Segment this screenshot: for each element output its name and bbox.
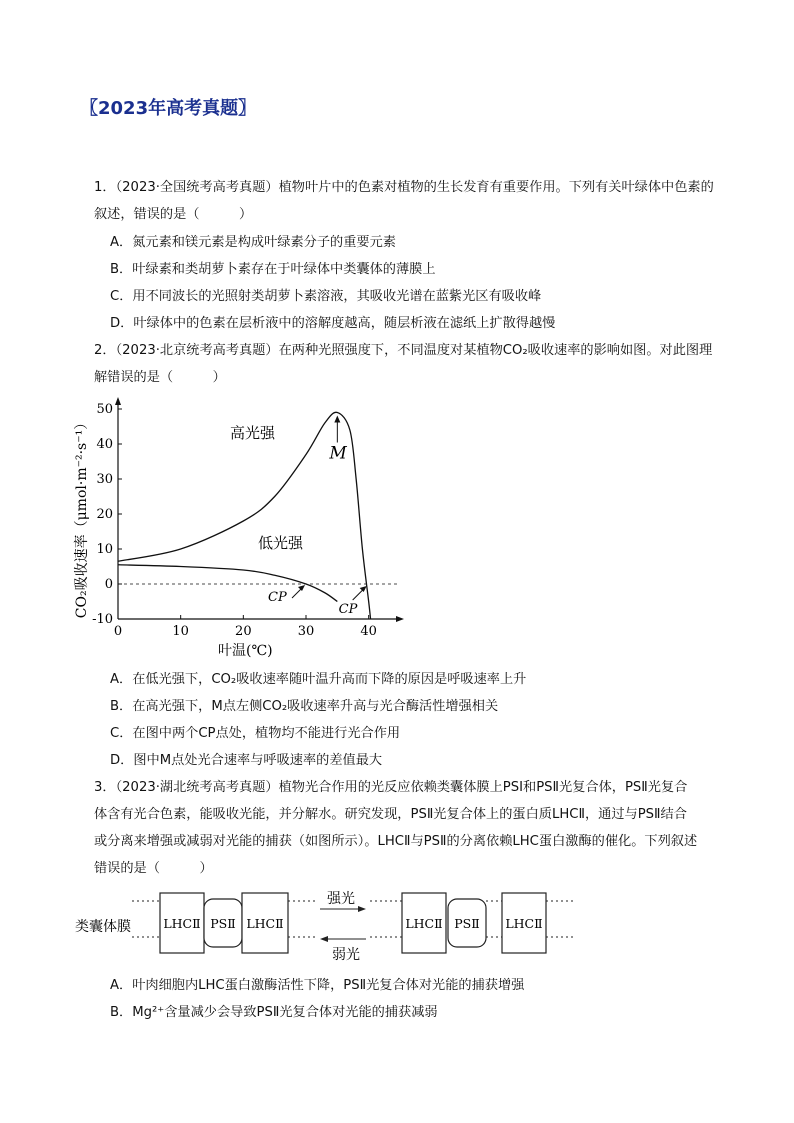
x-tick-label: 40 bbox=[360, 624, 377, 639]
x-tick-label: 0 bbox=[113, 624, 123, 639]
q3-stem-line-1: 3．（2023·湖北统考高考真题）植物光合作用的光反应依赖类囊体膜上PSⅠ和PSⅡ光复合体，PSⅡ光复合 bbox=[94, 780, 688, 795]
lhc-label: LHCⅡ bbox=[405, 916, 443, 931]
y-tick-label: 10 bbox=[96, 542, 113, 557]
cp-arrow-icon bbox=[298, 585, 305, 591]
q2-stem-line-1: 2．（2023·北京统考高考真题）在两种光照强度下，不同温度对某植物CO₂吸收速率的影响如图。对此图理 bbox=[94, 343, 713, 358]
lhc-label: LHCⅡ bbox=[505, 916, 543, 931]
q3-stem-line-3: 或分离来增强或减弱对光能的捕获（如图所示）。LHCⅡ与PSⅡ的分离依赖LHC蛋白激酶的催化。下列叙述 bbox=[94, 834, 698, 849]
lhc-label: LHCⅡ bbox=[163, 916, 201, 931]
chart-x-label: 叶温(℃) bbox=[218, 643, 273, 659]
strong-light-label: 强光 bbox=[327, 891, 355, 907]
cp-label: CP bbox=[268, 590, 287, 605]
chart-annotations bbox=[268, 416, 367, 618]
y-tick-label: -10 bbox=[92, 612, 113, 627]
q3-option-a[interactable]: A．叶肉细胞内LHC蛋白激酶活性下降，PSⅡ光复合体对光能的捕获增强 bbox=[110, 978, 525, 993]
q3-option-b[interactable]: B．Mg²⁺含量减少会导致PSⅡ光复合体对光能的捕获减弱 bbox=[110, 1005, 438, 1020]
y-axis-arrow-icon bbox=[115, 397, 121, 405]
x-axis-arrow-icon bbox=[396, 616, 404, 622]
y-tick-label: 40 bbox=[96, 437, 113, 452]
ps-label: PSⅡ bbox=[210, 916, 236, 931]
y-tick-label: 20 bbox=[96, 507, 113, 522]
x-tick-label: 30 bbox=[297, 624, 315, 639]
q2-option-a[interactable]: A．在低光强下，CO₂吸收速率随叶温升高而下降的原因是呼吸速率上升 bbox=[110, 672, 527, 687]
q1-stem-line-1: 1．（2023·全国统考高考真题）植物叶片中的色素对植物的生长发育有重要作用。下列有关叶绿体中色素的 bbox=[94, 180, 714, 195]
lhc-ps-diagram bbox=[70, 885, 590, 965]
y-tick-label: 0 bbox=[104, 577, 113, 592]
cp-label: CP bbox=[338, 602, 358, 617]
x-tick-label: 20 bbox=[235, 624, 252, 639]
weak-light-label: 弱光 bbox=[332, 947, 360, 963]
m-label: M bbox=[329, 443, 347, 464]
q2-stem-line-2: 解错误的是（ ） bbox=[94, 370, 226, 385]
co2-absorption-chart bbox=[60, 395, 420, 665]
q3-stem-line-4: 错误的是（ ） bbox=[94, 861, 213, 876]
q3-stem-line-2: 体含有光合色素，能吸收光能，并分解水。研究发现，PSⅡ光复合体上的蛋白质LHCⅡ，通过与PSⅡ结合 bbox=[94, 807, 687, 822]
q2-option-d[interactable]: D．图中M点处光合速率与呼吸速率的差值最大 bbox=[110, 753, 383, 768]
q1-option-d[interactable]: D．叶绿体中的色素在层析液中的溶解度越高，随层析液在滤纸上扩散得越慢 bbox=[110, 316, 556, 331]
membrane-label: 类囊体膜 bbox=[75, 919, 131, 935]
cp-arrow-icon bbox=[360, 586, 367, 592]
lhc-label: LHCⅡ bbox=[246, 916, 284, 931]
q1-option-c[interactable]: C．用不同波长的光照射类胡萝卜素溶液，其吸收光谱在蓝紫光区有吸收峰 bbox=[110, 289, 542, 304]
series-label-low-light: 低光强 bbox=[258, 534, 304, 552]
low-light-curve bbox=[118, 565, 337, 602]
series-label-high-light: 高光强 bbox=[230, 424, 276, 442]
question-3-stem bbox=[94, 774, 734, 882]
y-tick-label: 30 bbox=[96, 472, 113, 487]
chart-y-label: CO₂吸收速率（μmol·m⁻²·s⁻¹） bbox=[74, 415, 90, 619]
q1-option-b[interactable]: B．叶绿素和类胡萝卜素存在于叶绿体中类囊体的薄膜上 bbox=[110, 262, 436, 277]
q1-stem-line-2: 叙述，错误的是（ ） bbox=[94, 207, 253, 222]
question-2-stem bbox=[94, 337, 734, 391]
q2-option-c[interactable]: C．在图中两个CP点处，植物均不能进行光合作用 bbox=[110, 726, 401, 741]
q1-option-a[interactable]: A．氮元素和镁元素是构成叶绿素分子的重要元素 bbox=[110, 235, 396, 250]
question-1-stem bbox=[94, 174, 734, 228]
section-title: 〖2023年高考真题〗 bbox=[80, 98, 257, 119]
arrow-right-icon bbox=[358, 906, 366, 912]
m-arrow-icon bbox=[334, 416, 340, 423]
y-tick-label: 50 bbox=[96, 402, 113, 417]
x-tick-label: 10 bbox=[172, 624, 189, 639]
ps-label: PSⅡ bbox=[454, 916, 480, 931]
q2-option-b[interactable]: B．在高光强下，M点左侧CO₂吸收速率升高与光合酶活性增强相关 bbox=[110, 699, 499, 714]
arrow-left-icon bbox=[320, 936, 328, 942]
